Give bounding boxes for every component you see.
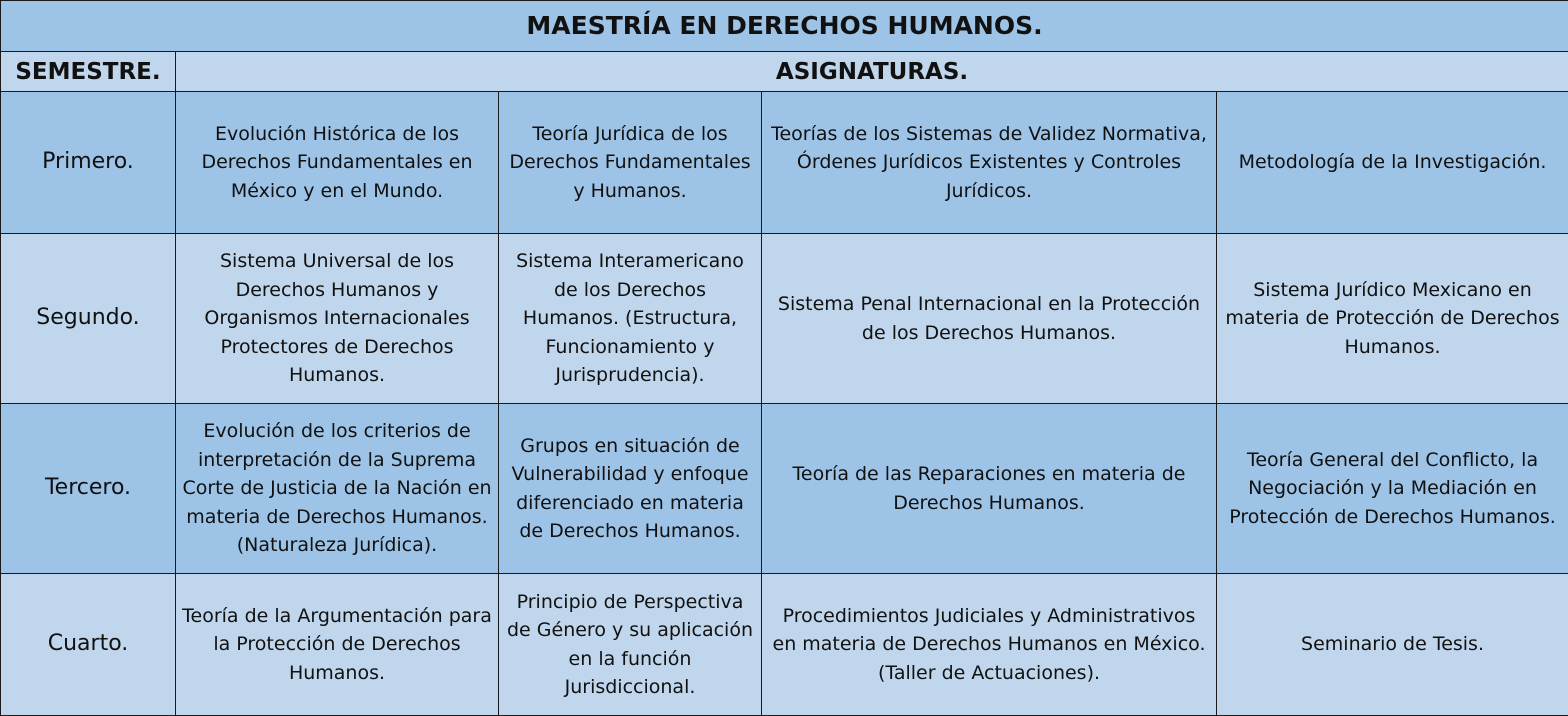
subject-cell: Teoría General del Conflicto, la Negociación y la Mediación en Protección de Derechos Humanos. [1217,404,1568,574]
subject-cell: Procedimientos Judiciales y Administrativos en materia de Derechos Humanos en México. (Taller de Actuaciones). [762,574,1217,716]
subject-cell: Sistema Universal de los Derechos Humanos y Organismos Internacionales Protectores de Derechos Humanos. [176,234,499,404]
subject-cell: Sistema Interamericano de los Derechos Humanos. (Estructura, Funcionamiento y Jurisprudencia). [499,234,762,404]
semester-cell: Primero. [1,92,176,234]
subject-cell: Teoría Jurídica de los Derechos Fundamentales y Humanos. [499,92,762,234]
subject-cell: Evolución Histórica de los Derechos Fundamentales en México y en el Mundo. [176,92,499,234]
subject-cell: Sistema Penal Internacional en la Protección de los Derechos Humanos. [762,234,1217,404]
table-title: MAESTRÍA EN DERECHOS HUMANOS. [1,1,1568,52]
table-row [1,92,1568,234]
table-row [1,574,1568,716]
subjects-header: ASIGNATURAS. [176,52,1568,92]
subject-cell: Metodología de la Investigación. [1217,92,1568,234]
semester-header: SEMESTRE. [1,52,176,92]
table-row [1,234,1568,404]
semester-cell: Tercero. [1,404,176,574]
subject-cell: Seminario de Tesis. [1217,574,1568,716]
subject-cell: Principio de Perspectiva de Género y su aplicación en la función Jurisdiccional. [499,574,762,716]
subject-cell: Sistema Jurídico Mexicano en materia de Protección de Derechos Humanos. [1217,234,1568,404]
semester-cell: Segundo. [1,234,176,404]
subject-cell: Teorías de los Sistemas de Validez Normativa, Órdenes Jurídicos Existentes y Controles Jurídicos. [762,92,1217,234]
subject-cell: Evolución de los criterios de interpretación de la Suprema Corte de Justicia de la Nación en materia de Derechos Humanos. (Naturaleza Jurídica). [176,404,499,574]
semester-cell: Cuarto. [1,574,176,716]
table-row [1,404,1568,574]
subject-cell: Teoría de las Reparaciones en materia de Derechos Humanos. [762,404,1217,574]
subject-cell: Grupos en situación de Vulnerabilidad y enfoque diferenciado en materia de Derechos Humanos. [499,404,762,574]
subject-cell: Teoría de la Argumentación para la Protección de Derechos Humanos. [176,574,499,716]
